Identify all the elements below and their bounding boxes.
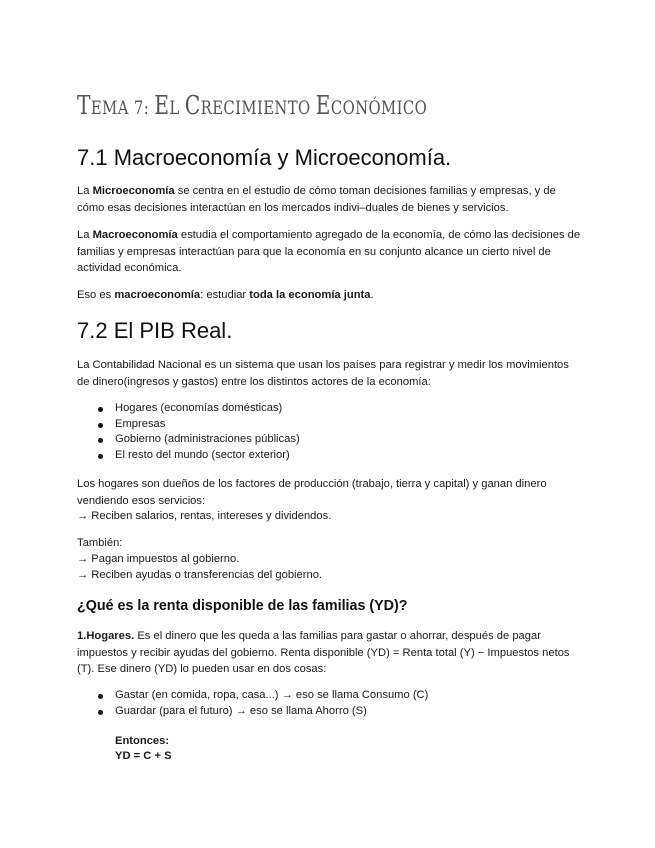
paragraph-summary bbox=[77, 287, 582, 304]
paragraph-hogares-arrow: → Reciben salarios, rentas, intereses y dividendos. bbox=[77, 510, 332, 522]
list-item bbox=[77, 401, 582, 417]
list-item bbox=[77, 704, 582, 720]
section-heading-macro-micro: 7.1 Macroeconomía y Microeconomía. bbox=[77, 145, 452, 170]
list-item-text: Empresas bbox=[115, 417, 166, 430]
title-part: E bbox=[315, 91, 331, 121]
actors-list bbox=[77, 401, 582, 463]
bullet-icon bbox=[98, 710, 103, 715]
paragraph-macroeconomia bbox=[77, 227, 582, 277]
bullet-icon bbox=[98, 407, 103, 412]
term: macroeconomía bbox=[114, 289, 201, 301]
list-item-text: El resto del mundo (sector exterior) bbox=[115, 448, 290, 461]
list-item bbox=[77, 688, 582, 704]
bullet-icon bbox=[98, 423, 103, 428]
title-part: EMA 7: bbox=[90, 97, 155, 119]
bullet-icon bbox=[98, 694, 103, 699]
uses-list bbox=[77, 688, 582, 719]
paragraph-tambien: También: bbox=[77, 537, 123, 549]
document-title bbox=[77, 91, 427, 121]
list-item-text: Gastar (en comida, ropa, casa...) → eso se llama Consumo (C) bbox=[115, 689, 429, 701]
title-part: CONÓMICO bbox=[330, 97, 428, 119]
list-item-text: Gobierno (administraciones públicas) bbox=[115, 433, 300, 446]
paragraph-contabilidad-nacional: La Contabilidad Nacional es un sistema que usan los países para registrar y medir los movimientos de dinero(ingresos y gastos) entre los distintos actores de la economía: bbox=[77, 359, 569, 388]
then-label: Entonces: bbox=[115, 735, 170, 747]
title-part: C bbox=[184, 91, 201, 121]
term-macroeconomia: Macroeconomía bbox=[92, 229, 178, 241]
list-item-text: Guardar (para el futuro) → eso se llama Ahorro (S) bbox=[115, 704, 367, 717]
term-microeconomia: Microeconomía bbox=[92, 185, 175, 197]
paragraph-tambien-arrow-2: → Reciben ayudas o transferencias del gobierno. bbox=[77, 569, 323, 581]
list-item bbox=[77, 417, 582, 433]
formula: YD = C + S bbox=[115, 750, 172, 762]
list-item-text: Hogares (economías domésticas) bbox=[115, 402, 283, 414]
title-part: L bbox=[169, 97, 185, 119]
bullet-icon bbox=[98, 454, 103, 459]
title-part: T bbox=[77, 91, 91, 121]
term-hogares: 1.Hogares. bbox=[77, 630, 135, 642]
term: toda la economía junta bbox=[249, 289, 371, 301]
paragraph-tambien-arrow-1: → Pagan impuestos al gobierno. bbox=[77, 553, 240, 565]
text: . bbox=[370, 289, 374, 301]
bullet-icon bbox=[98, 438, 103, 443]
text: La bbox=[77, 229, 93, 241]
subheading-renta-disponible: ¿Qué es la renta disponible de las familias (YD)? bbox=[77, 598, 408, 614]
list-item bbox=[77, 448, 582, 464]
list-item bbox=[77, 432, 582, 448]
text: estudia el comportamiento agregado de la economía, de cómo las decisiones de familias y empresas interactúan para que la economía en su conjunto alcance un cierto nivel de actividad económica. bbox=[77, 229, 581, 274]
text: se centra en el estudio de cómo toman decisiones familias y empresas, y de cómo esas decisiones interactúan en los mercados indivi–duales de bienes y servicios. bbox=[77, 185, 556, 214]
paragraph-hogares: Los hogares son dueños de los factores de producción (trabajo, tierra y capital) y ganan dinero vendiendo esos servicios: bbox=[77, 478, 547, 507]
text: La bbox=[77, 185, 93, 197]
paragraph-renta-disponible bbox=[77, 628, 582, 678]
text: : estudiar bbox=[200, 289, 250, 301]
title-part: RECIMIENTO bbox=[200, 97, 316, 119]
section-heading-pib-real: 7.2 El PIB Real. bbox=[77, 318, 233, 343]
paragraph-microeconomia bbox=[77, 183, 582, 216]
text: Es el dinero que les queda a las familias para gastar o ahorrar, después de pagar impuestos y recibir ayudas del gobierno. Renta disponible (YD) = Renta total (Y) − Impuestos netos (T). Ese dinero (YD) lo pueden usar en dos cosas: bbox=[77, 630, 570, 675]
title-part: E bbox=[154, 91, 170, 121]
text: Eso es bbox=[77, 289, 115, 301]
